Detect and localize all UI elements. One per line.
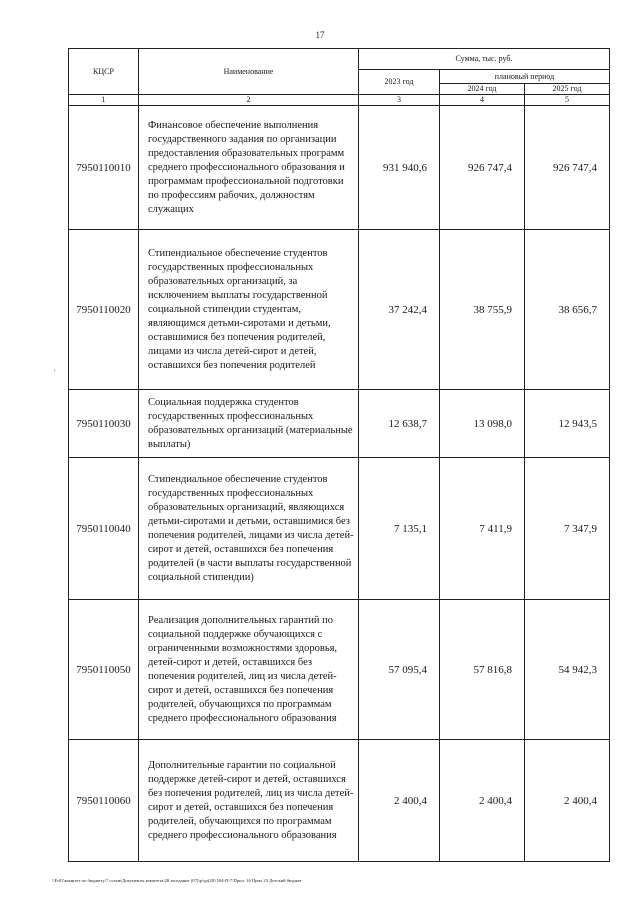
page-number: 17 [315,30,325,40]
row-amount-2024: 7 411,9 [440,458,525,600]
row-amount-2025: 12 943,5 [525,390,610,458]
row-amount-2025: 54 942,3 [525,600,610,740]
row-name: Социальная поддержка студентов государственных профессиональных образовательных организаций (материальные выплаты) [139,390,359,458]
table-row [69,600,610,740]
margin-mark: ' [54,368,56,377]
row-name: Стипендиальное обеспечение студентов государственных профессиональных образовательных организаций, за исключением выплаты государственной социальной стипендии студентам, являющимся детьми-сиротами и детьми, оставшимися без попечения родителей, лицами из числа детей-сирот и детей, оставшихся без попечения родителей [139,230,359,390]
row-amount-2024: 2 400,4 [440,740,525,862]
header-year-2023: 2023 год [359,70,440,95]
header-code: КЦСР [69,49,139,95]
row-amount-2023: 2 400,4 [359,740,440,862]
row-amount-2025: 2 400,4 [525,740,610,862]
column-number: 2 [139,95,359,106]
column-number: 5 [525,95,610,106]
header-planning-period: плановый период [440,70,610,84]
row-code: 7950110060 [69,740,139,862]
header-sum: Сумма, тыс. руб. [359,49,610,70]
row-code: 7950110050 [69,600,139,740]
row-code: 7950110020 [69,230,139,390]
row-amount-2023: 12 638,7 [359,390,440,458]
row-code: 7950110030 [69,390,139,458]
header-name: Наименование [139,49,359,95]
row-amount-2023: 37 242,4 [359,230,440,390]
row-amount-2024: 38 755,9 [440,230,525,390]
table-row [69,458,610,600]
table-row [69,740,610,862]
row-name: Дополнительные гарантии по социальной поддержке детей-сирот и детей, оставшихся без попечения родителей, лиц из числа детей-сирот и детей, оставшихся без попечения родителей, обучающихся по программам среднего профессионального образования [139,740,359,862]
table-row [69,390,610,458]
table-row [69,230,610,390]
row-amount-2023: 57 095,4 [359,600,440,740]
column-number: 1 [69,95,139,106]
row-name: Реализация дополнительных гарантий по социальной поддержке обучающихся с ограниченными возможностями здоровья, детей-сирот и детей, оставшихся без попечения родителей, лиц из числа детей-сирот и детей, оставшихся без попечения родителей, обучающихся по программам среднего профессионального образования [139,600,359,740]
column-number: 3 [359,95,440,106]
row-amount-2025: 926 747,4 [525,106,610,230]
row-amount-2023: 931 940,6 [359,106,440,230]
row-amount-2024: 926 747,4 [440,106,525,230]
budget-table [68,48,610,862]
row-amount-2024: 57 816,8 [440,600,525,740]
row-code: 7950110010 [69,106,139,230]
header-year-2024: 2024 год [440,84,525,95]
column-number: 4 [440,95,525,106]
row-amount-2023: 7 135,1 [359,458,440,600]
row-amount-2025: 38 656,7 [525,230,610,390]
row-name: Финансовое обеспечение выполнения государственного задания по организации предоставления образовательных программ среднего профессионального образования и программам профессиональной подготовки по профессиям рабочих, должностям служащих [139,106,359,230]
row-amount-2024: 13 098,0 [440,390,525,458]
header-year-2025: 2025 год [525,84,610,95]
table-row [69,106,610,230]
footer-file-path: \\Fs01\комитет по бюджету\7 созыв\Документы комитета\28 заседание (07)\p\ур(28) 504-П-7\Прил. 16 Прил 23 Детский бюджет [52,878,302,883]
row-code: 7950110040 [69,458,139,600]
row-name: Стипендиальное обеспечение студентов государственных профессиональных образовательных организаций, являющихся детьми-сиротами и детьми, оставшимися без попечения родителей, лицами из числа детей-сирот и детей, оставшихся без попечения родителей (в части выплаты государственной социальной стипендии) [139,458,359,600]
row-amount-2025: 7 347,9 [525,458,610,600]
